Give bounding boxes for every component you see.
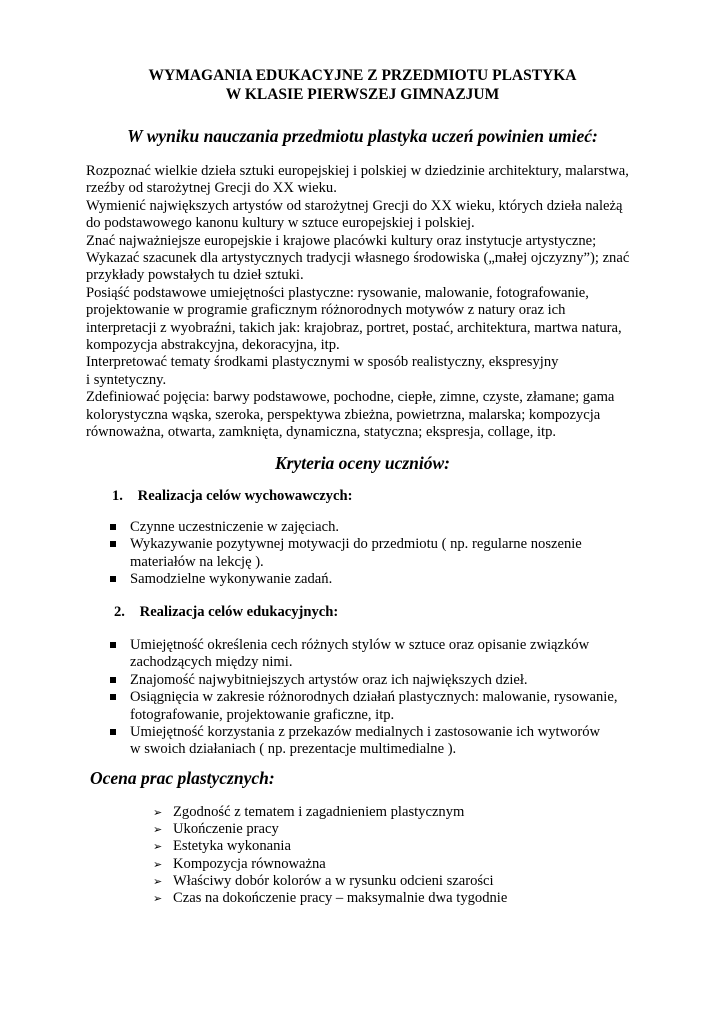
outcomes-heading: W wyniku nauczania przedmiotu plastyka uczeń powinien umieć: [127, 126, 598, 146]
outcomes-line: Zdefiniować pojęcia: barwy podstawowe, pochodne, ciepłe, zimne, czyste, złamane; gama [86, 389, 615, 406]
section-2-list [110, 637, 630, 759]
section-1-list [110, 519, 630, 589]
outcomes-line: Wykazać szacunek dla artystycznych tradycji własnego środowiska („małej ojczyzny”); znać [86, 250, 630, 267]
criteria-heading: Kryteria oceny uczniów: [275, 453, 450, 473]
artwork-criteria-heading: Ocena prac plastycznych: [90, 768, 275, 788]
section-2-number: 2. [114, 604, 125, 620]
arrow-bullet-icon: ➢ [153, 857, 163, 871]
list-item: ➢ Właściwy dobór kolorów a w rysunku odcieni szarości [153, 872, 494, 889]
square-bullet-icon [110, 677, 116, 683]
outcomes-paragraph [86, 163, 646, 442]
square-bullet-icon [110, 524, 116, 530]
section-1-title: Realizacja celów wychowawczych: [137, 488, 353, 504]
arrow-bullet-icon: ➢ [153, 874, 163, 888]
section-2-title: Realizacja celów edukacyjnych: [139, 604, 339, 620]
list-item: ➢ Estetyka wykonania [153, 838, 291, 855]
outcomes-line: przykłady powstałych tu dzieł sztuki. [86, 267, 304, 284]
list-item: Umiejętność określenia cech różnych stylów w sztuce oraz opisanie związków zachodzących między nimi. [110, 637, 630, 672]
square-bullet-icon [110, 729, 116, 735]
list-item: ➢ Kompozycja równoważna [153, 855, 326, 872]
outcomes-line: równoważna, otwarta, zamknięta, dynamiczna, statyczna; ekspresja, collage, itp. [86, 424, 557, 441]
list-item: ➢ Ukończenie pracy [153, 821, 279, 838]
arrow-bullet-icon: ➢ [153, 823, 163, 837]
outcomes-line: Znać najważniejsze europejskie i krajowe placówki kultury oraz instytucje artystyczne; [86, 232, 597, 249]
artwork-criteria-list [153, 804, 507, 907]
arrow-bullet-icon: ➢ [153, 892, 163, 906]
outcomes-line: rzeźby od starożytnej Grecji do XX wieku. [86, 180, 337, 197]
list-item: Samodzielne wykonywanie zadań. [110, 571, 630, 588]
arrow-bullet-icon: ➢ [153, 840, 163, 854]
square-bullet-icon [110, 694, 116, 700]
section-2-heading [114, 603, 338, 621]
outcomes-line: i syntetyczny. [86, 371, 167, 388]
list-item: Wykazywanie pozytywnej motywacji do przedmiotu ( np. regularne noszenie materiałów na lekcję ). [110, 536, 630, 571]
square-bullet-icon [110, 642, 116, 648]
document-title-line-1: WYMAGANIA EDUKACYJNE Z PRZEDMIOTU PLASTYKA [148, 67, 577, 84]
list-item: ➢ Czas na dokończenie pracy – maksymalnie dwa tygodnie [153, 890, 508, 907]
list-item: Umiejętność korzystania z przekazów medialnych i zastosowanie ich wytworów w swoich działaniach ( np. prezentacje multimedialne ). [110, 724, 630, 759]
list-item: Znajomość najwybitniejszych artystów oraz ich największych dzieł. [110, 672, 630, 689]
list-item: Osiągnięcia w zakresie różnorodnych działań plastycznych: malowanie, rysowanie, fotografowanie, projektowanie graficzne, itp. [110, 689, 630, 724]
square-bullet-icon [110, 576, 116, 582]
section-1-heading [112, 487, 352, 505]
outcomes-line: projektowanie w programie graficznym różnorodnych motywów z natury oraz ich [86, 302, 566, 319]
square-bullet-icon [110, 541, 116, 547]
section-1-number: 1. [112, 488, 123, 504]
document-title-line-2: W KLASIE PIERWSZEJ GIMNAZJUM [225, 86, 500, 103]
outcomes-line: do podstawowego kanonu kultury w sztuce europejskiej i polskiej. [86, 215, 475, 232]
outcomes-line: kolorystyczna wąska, szeroka, perspektywa zbieżna, powietrzna, malarska; kompozycja [86, 406, 601, 423]
outcomes-line: Posiąść podstawowe umiejętności plastyczne: rysowanie, malowanie, fotografowanie, [86, 284, 589, 301]
outcomes-line: kompozycja abstrakcyjna, dekoracyjna, itp. [86, 337, 340, 354]
outcomes-line: interpretacji z wyobraźni, takich jak: krajobraz, portret, postać, architektura, martwa natura, [86, 319, 622, 336]
list-item: Czynne uczestniczenie w zajęciach. [110, 519, 630, 536]
outcomes-line: Wymienić największych artystów od starożytnej Grecji do XX wieku, których dzieła należą [86, 197, 623, 214]
list-item: ➢ Zgodność z tematem i zagadnieniem plastycznym [153, 804, 465, 820]
arrow-bullet-icon: ➢ [153, 806, 163, 819]
outcomes-line: Interpretować tematy środkami plastycznymi w sposób realistyczny, ekspresyjny [86, 354, 559, 371]
outcomes-line: Rozpoznać wielkie dzieła sztuki europejskiej i polskiej w dziedzinie architektury, malarstwa, [86, 163, 629, 179]
